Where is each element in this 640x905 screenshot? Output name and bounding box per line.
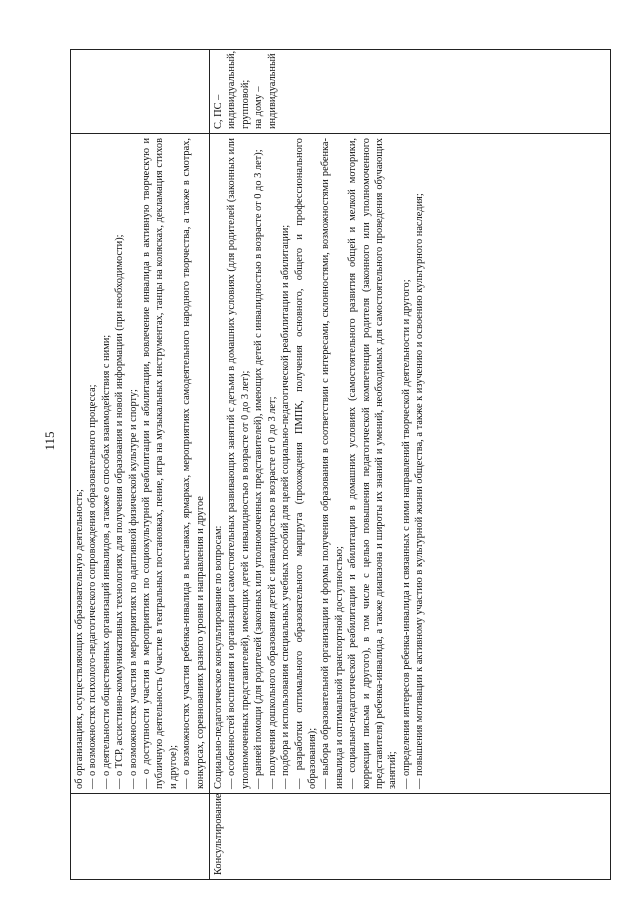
list-item: Социально-педагогическое консультирование по вопросам: (213, 525, 225, 789)
list-item: — подбора и использования специальных учебных пособий для целей социально-педагогической реабилитации и абилитации; (280, 224, 292, 789)
row-label (71, 794, 210, 880)
services-table (70, 49, 611, 880)
rotated-table-container (70, 50, 570, 880)
list-item: — определения интересов ребенка-инвалида и связанных с ними направлений творческой деятельности и другого; (400, 279, 412, 789)
list-item: — о доступности участия в мероприятиях по социокультурной реабилитации и абилитации, вовлечение инвалида в активную творческую и публичную деятельность (участие в театральных постановках, пение, игра на музыкальных инструментах, танцы на колясках, декламация стихов и другое); (141, 138, 179, 789)
list-item: — ранней помощи (для родителей (законных или уполномоченных представителей), имеющих детей с инвалидностью в возрасте от 0 до 3 лет); (253, 149, 265, 789)
format-line: на дому – (253, 86, 265, 129)
list-item: — о возможностях участия в мероприятиях по адаптивной физической культуре и спорту; (127, 389, 139, 789)
format-line: индивидуальный, (226, 50, 238, 129)
row-content (210, 134, 611, 794)
list-item: — о деятельности общественных организаций инвалидов, а также о способах взаимодействия с ними; (100, 334, 112, 789)
list-item: — повышения мотивации к активному участию в культурной жизни общества, а также к изучению и освоению культурного наследия; (414, 193, 426, 789)
list-item: — о ТСР, ассистивно-коммуникативных технологиях для получения образования и новой информации (при необходимости); (114, 234, 126, 789)
format-line: групповой; (239, 79, 251, 129)
list-item: — получения дошкольного образования детей с инвалидностью в возрасте от 0 до 3 лет; (266, 396, 278, 789)
row-format (210, 50, 611, 134)
list-item: об организациях, осуществляющих образовательную деятельность; (74, 489, 85, 789)
row-format (71, 50, 210, 134)
list-item: — особенностей воспитания и организации самостоятельных развивающих занятий с детьми в домашних условиях (для родителей (законных или уполномоченных представителей), имеющих детей с инвалидностью в возрасте от 0 до 3 лет); (226, 138, 251, 789)
format-line: индивидуальный (266, 53, 278, 129)
format-line: С, ПС – (213, 94, 225, 129)
list-item: — о возможностях участия ребенка-инвалида в выставках, ярмарках, мероприятиях самодеятельного народного творчества, а также в смотрах, конкурсах, соревнованиях разного уровня и направления и другое (181, 138, 206, 789)
list-item: — социально-педагогической реабилитации и абилитации в домашних условиях (самостоятельного развития общей и мелкой моторики, коррекции письма и другого), в том числе с целью повышения педагогической компетенции родителя (законного или уполномоченного представителя) ребенка-инвалида, а также диапазона и широты их знаний и умений, необходимых для самостоятельного проведения обучающих занятий; (347, 138, 399, 789)
list-item: — выбора образовательной организации и формы получения образования в соответствии с интересами, склонностями, возможностями ребенка-инвалида и оптимальной транспортной доступностью; (320, 138, 345, 789)
table-row (210, 50, 611, 880)
list-item: — о возможностях психолого-педагогического сопровождения образовательного процесса; (87, 384, 99, 789)
page-number: 115 (42, 431, 57, 451)
row-label: Консультирование (210, 794, 611, 880)
list-item: — разработки оптимального образовательного маршрута (прохождения ПМПК, получения основного, общего и профессионального образования); (293, 138, 318, 789)
table-row (71, 50, 210, 880)
row-content (71, 134, 210, 794)
